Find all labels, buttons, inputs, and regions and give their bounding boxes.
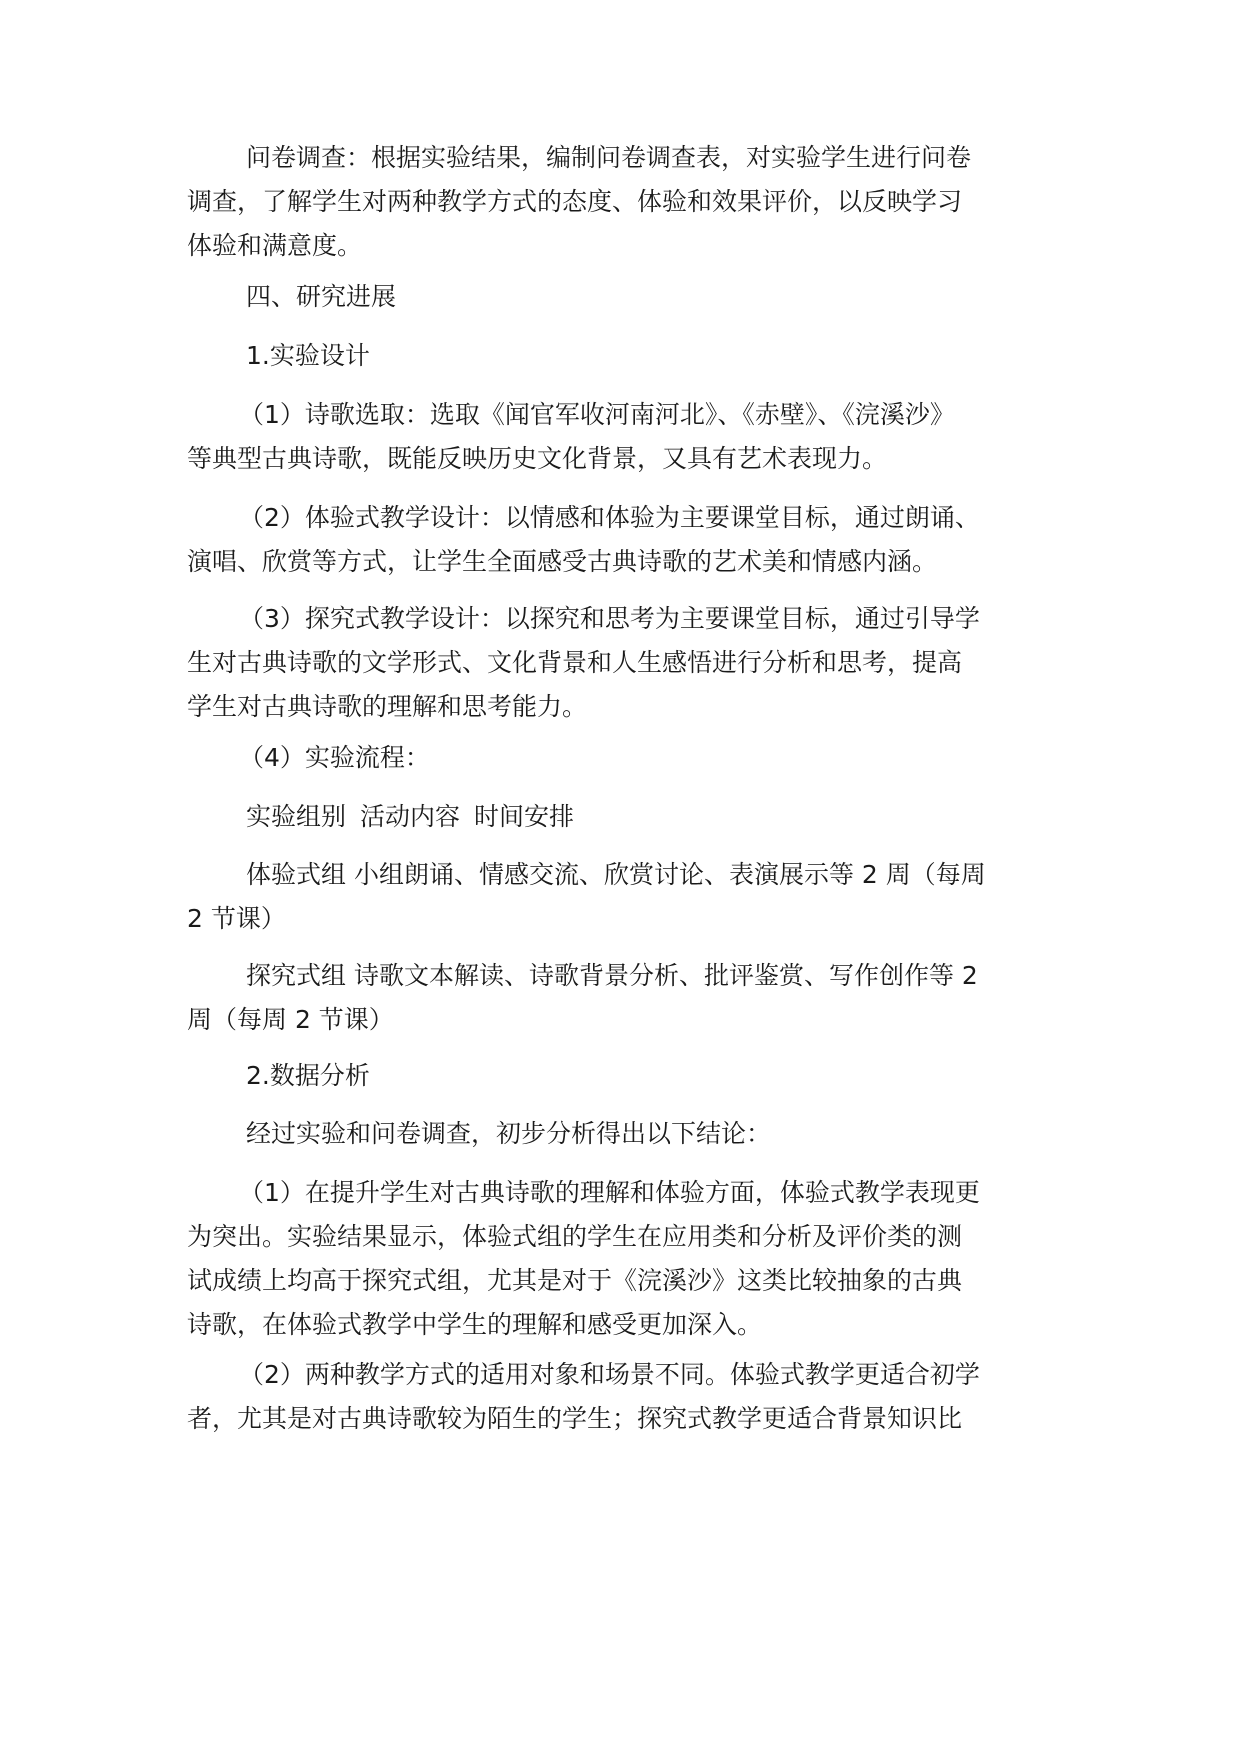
text-line: 学生对古典诗歌的理解和思考能力。 xyxy=(187,692,588,721)
text-line: （1）诗歌选取：选取《闻官军收河南河北》、《赤壁》、《浣溪沙》 xyxy=(239,400,955,429)
heading-experiment-design: 1.实验设计 xyxy=(246,341,370,370)
text-line: 周（每周 2 节课） xyxy=(187,1005,394,1034)
text-line: 调查，了解学生对两种教学方式的态度、体验和效果评价，以反映学习 xyxy=(187,187,963,216)
header-schedule: 时间安排 xyxy=(474,802,575,831)
text-line: 诗歌，在体验式教学中学生的理解和感受更加深入。 xyxy=(187,1310,763,1339)
heading-data-analysis: 2.数据分析 xyxy=(246,1061,370,1090)
text-line: 生对古典诗歌的文学形式、文化背景和人生感悟进行分析和思考，提高 xyxy=(187,648,963,677)
text-line: 试成绩上均高于探究式组，尤其是对于《浣溪沙》这类比较抽象的古典 xyxy=(187,1266,963,1295)
header-activity: 活动内容 xyxy=(360,802,461,831)
text-line: 问卷调查：根据实验结果，编制问卷调查表，对实验学生进行问卷 xyxy=(246,143,972,172)
table-row xyxy=(187,954,1067,1042)
text-line: 者，尤其是对古典诗歌较为陌生的学生；探究式教学更适合背景知识比 xyxy=(187,1404,963,1433)
subsection-heading xyxy=(187,1054,1067,1098)
text-line: （4）实验流程： xyxy=(239,743,430,772)
paragraph-conclusion-1 xyxy=(187,1171,1067,1347)
paragraph-questionnaire xyxy=(187,136,1067,268)
heading-research-progress: 四、研究进展 xyxy=(246,282,397,311)
paragraph-conclusion-intro xyxy=(187,1112,1067,1156)
text-line: 体验式组 小组朗诵、情感交流、欣赏讨论、表演展示等 2 周（每周 xyxy=(246,860,986,889)
table-row xyxy=(187,853,1067,941)
paragraph-inquiry-design xyxy=(187,597,1067,729)
paragraph-conclusion-2 xyxy=(187,1353,1067,1441)
section-heading xyxy=(187,275,1067,319)
text-line: （2）体验式教学设计：以情感和体验为主要课堂目标，通过朗诵、 xyxy=(239,503,980,532)
text-line: 经过实验和问卷调查，初步分析得出以下结论： xyxy=(246,1119,772,1148)
table-header xyxy=(187,795,1067,839)
text-line: （2）两种教学方式的适用对象和场景不同。体验式教学更适合初学 xyxy=(239,1360,980,1389)
paragraph-experiential-design xyxy=(187,496,1067,584)
text-line: 为突出。实验结果显示，体验式组的学生在应用类和分析及评价类的测 xyxy=(187,1222,963,1251)
text-line: （1）在提升学生对古典诗歌的理解和体验方面，体验式教学表现更 xyxy=(239,1178,980,1207)
text-line: 探究式组 诗歌文本解读、诗歌背景分析、批评鉴赏、写作创作等 2 xyxy=(246,961,978,990)
header-group: 实验组别 xyxy=(246,802,347,831)
subsection-heading xyxy=(187,334,1067,378)
paragraph-experiment-flow xyxy=(187,736,1067,780)
paragraph-poem-selection xyxy=(187,393,1067,481)
table-header-row xyxy=(187,795,1067,839)
text-line: 体验和满意度。 xyxy=(187,231,363,260)
text-line: 等典型古典诗歌，既能反映历史文化背景，又具有艺术表现力。 xyxy=(187,444,888,473)
text-line: 2 节课） xyxy=(187,904,286,933)
text-line: 演唱、欣赏等方式，让学生全面感受古典诗歌的艺术美和情感内涵。 xyxy=(187,547,938,576)
text-line: （3）探究式教学设计：以探究和思考为主要课堂目标，通过引导学 xyxy=(239,604,980,633)
